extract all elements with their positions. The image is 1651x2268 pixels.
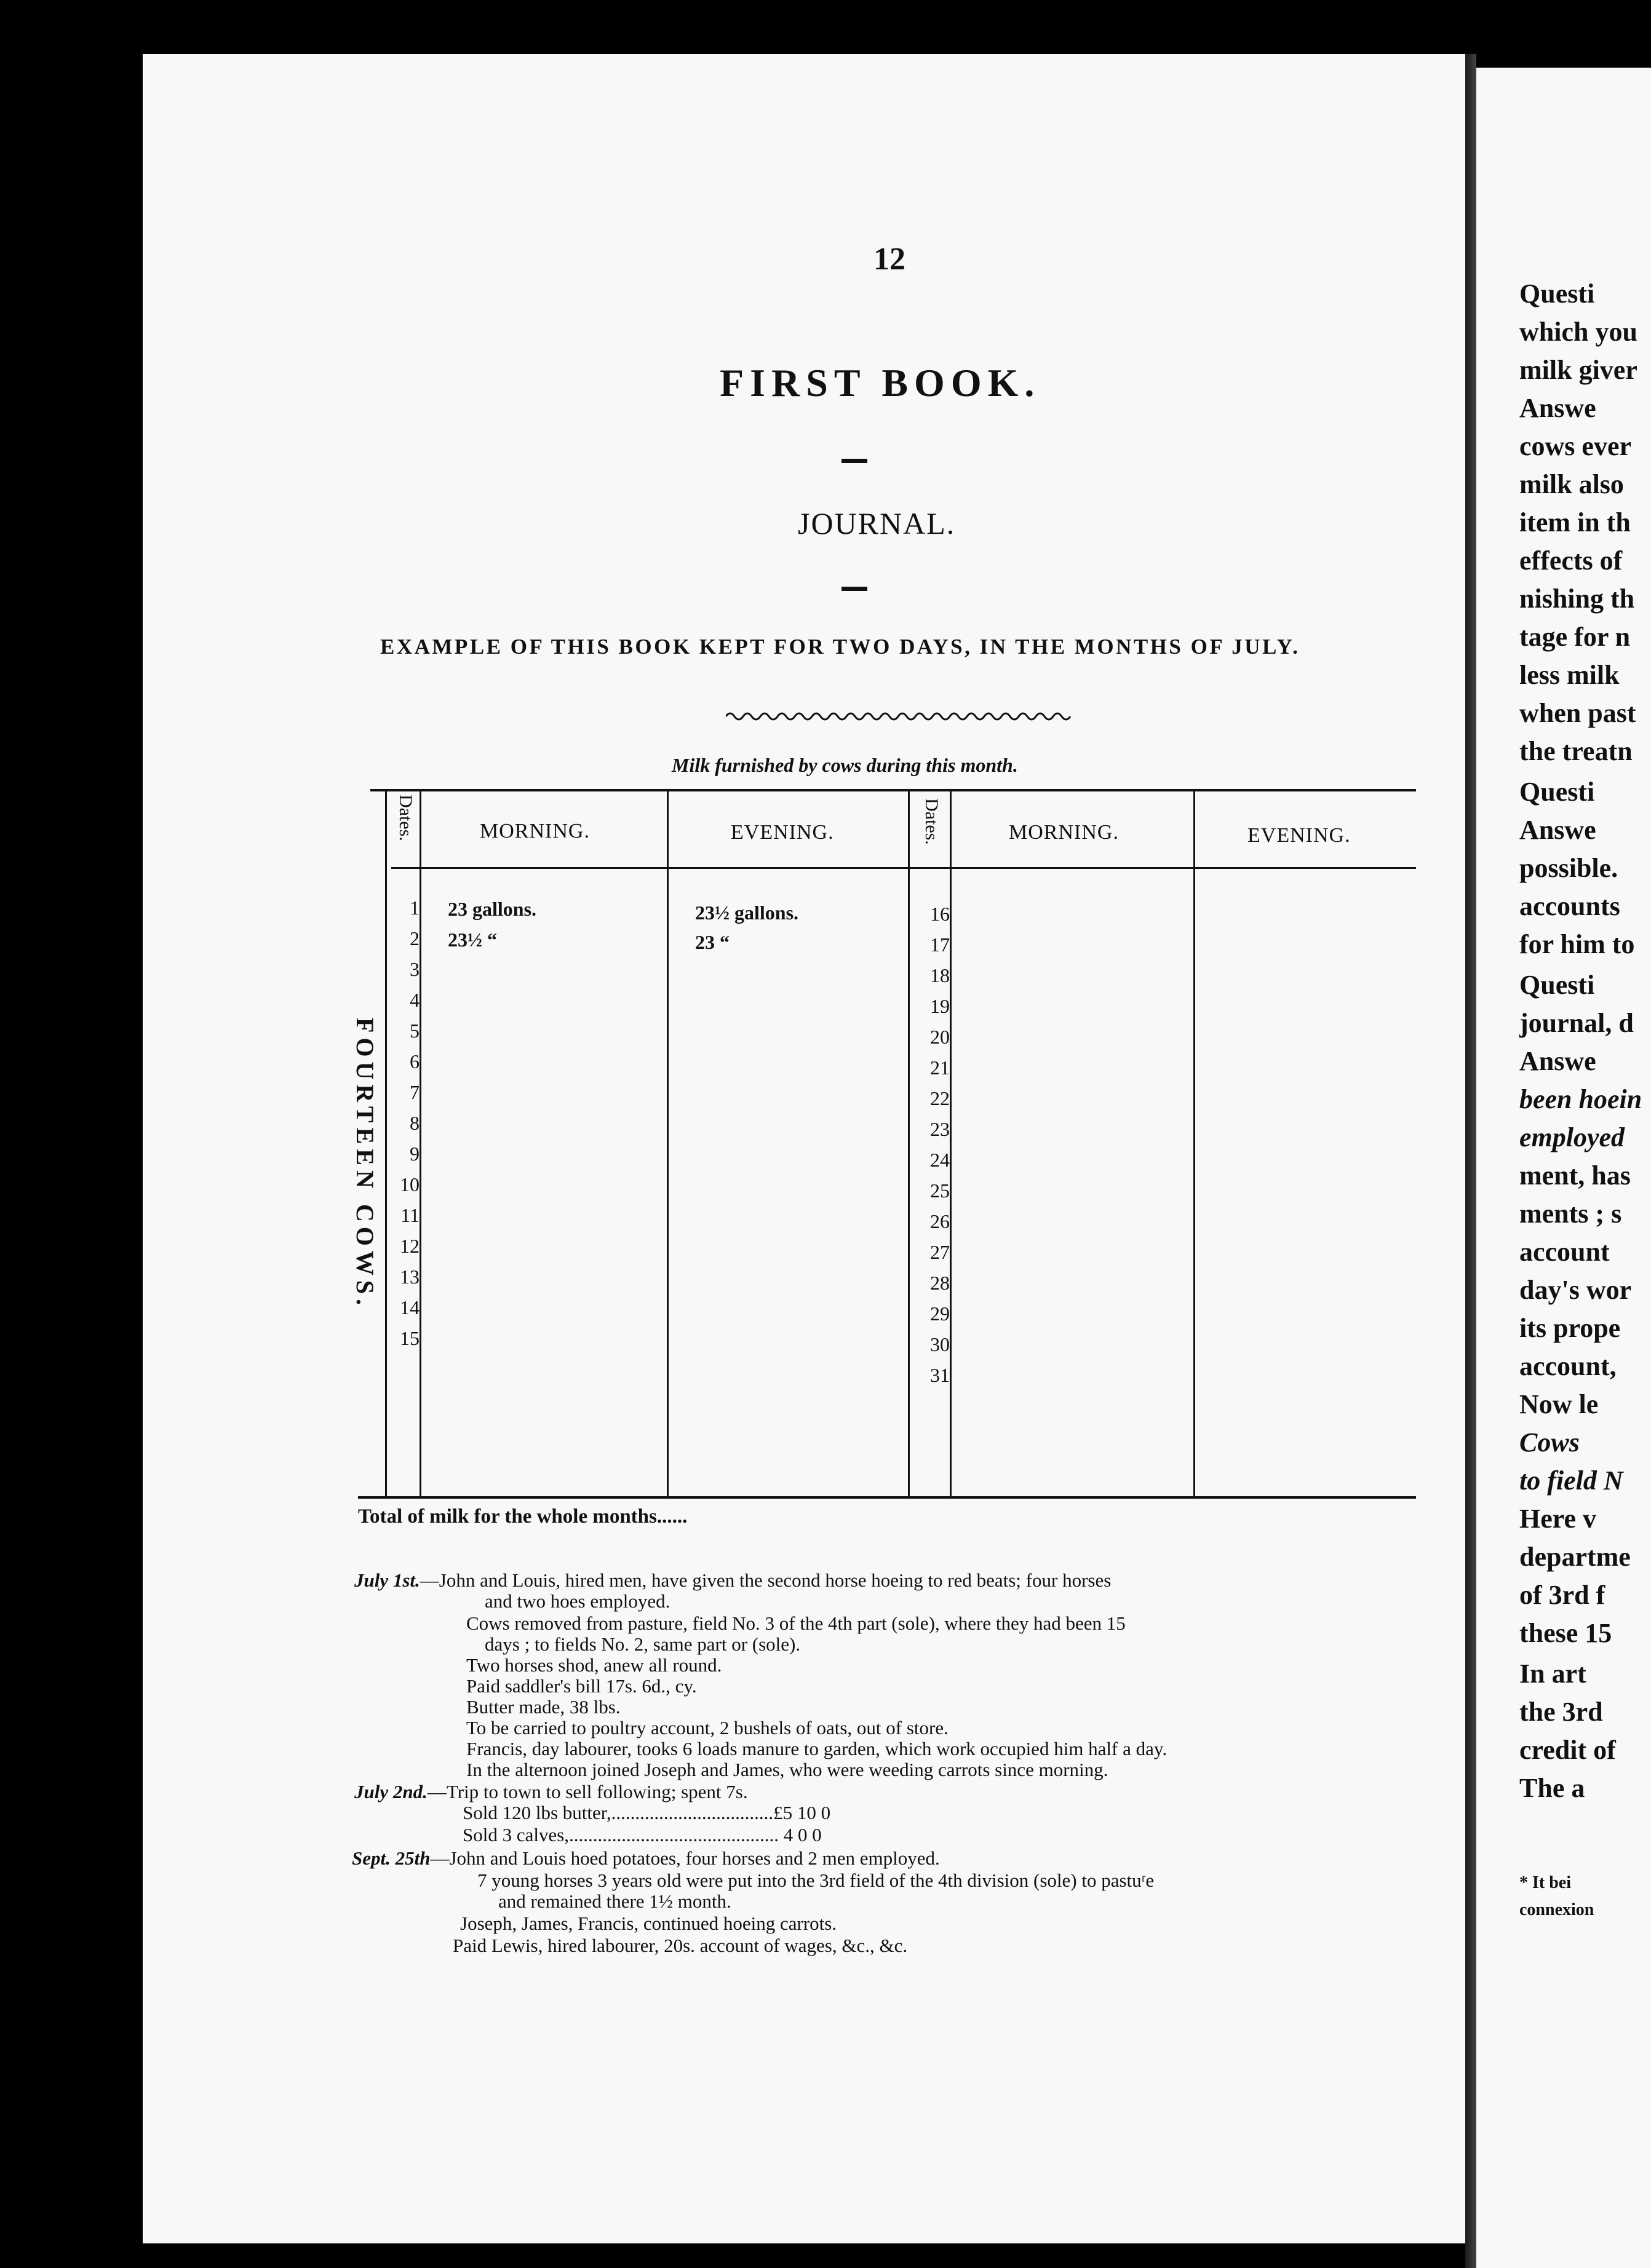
page-number: 12 — [873, 242, 905, 277]
right-page-line: journal, d — [1519, 1008, 1634, 1038]
journal-dash — [841, 587, 867, 591]
date-cell: 26 — [930, 1210, 950, 1232]
right-page-line: Here v — [1519, 1504, 1597, 1534]
entry-text: Cows removed from pasture, field No. 3 of the 4th part (sole), where they had been 15 — [466, 1612, 1126, 1634]
right-page-line: the treatn — [1519, 736, 1633, 766]
right-page-line: Questi — [1519, 279, 1595, 309]
example-heading: EXAMPLE OF THIS BOOK KEPT FOR TWO DAYS, IN THE MONTHS OF JULY. — [380, 635, 1300, 659]
title-dash — [841, 459, 867, 463]
col-rule — [420, 789, 421, 1496]
right-page-footnote: connexion — [1519, 1900, 1594, 1919]
right-page-line: departme — [1519, 1542, 1631, 1572]
fourteen-cows-label: FOURTEEN COWS. — [351, 1018, 379, 1310]
entry-text: Two horses shod, anew all round. — [466, 1654, 722, 1676]
right-page-line: these 15 — [1519, 1618, 1612, 1648]
right-page-line: In art — [1519, 1659, 1586, 1689]
right-page-line: Questi — [1519, 777, 1595, 807]
right-page-line: Answe — [1519, 815, 1596, 845]
morning-value-row1: 23 gallons. — [448, 898, 537, 920]
right-page-line: effects of — [1519, 545, 1623, 576]
right-page-line: less milk — [1519, 660, 1620, 690]
entry-date: July 1st. — [354, 1569, 420, 1591]
date-cell: 28 — [930, 1272, 950, 1294]
date-cell: 7 — [410, 1081, 420, 1103]
date-cell: 6 — [410, 1050, 420, 1073]
right-page-line: ment, has — [1519, 1160, 1631, 1191]
right-page-line: milk giver — [1519, 355, 1637, 385]
right-page-line: when past — [1519, 698, 1636, 728]
entry-date: Sept. 25th — [352, 1847, 431, 1869]
right-page-line: the 3rd — [1519, 1697, 1603, 1727]
right-page-line: Now le — [1519, 1389, 1599, 1419]
right-page-line: Cows — [1519, 1427, 1580, 1457]
entry-text: To be carried to poultry account, 2 bushels of oats, out of store. — [466, 1717, 949, 1739]
page-gutter — [1465, 54, 1476, 2268]
date-cell: 14 — [400, 1296, 420, 1318]
col-rule — [950, 789, 952, 1496]
date-cell: 3 — [410, 958, 420, 980]
date-cell: 15 — [400, 1327, 420, 1349]
col-rule — [667, 789, 669, 1496]
right-page-line: of 3rd f — [1519, 1580, 1605, 1610]
date-cell: 27 — [930, 1241, 950, 1263]
right-page-line: Questi — [1519, 970, 1595, 1000]
date-cell: 17 — [930, 934, 950, 956]
date-cell: 4 — [410, 989, 420, 1011]
right-page-line: employed — [1519, 1122, 1625, 1152]
date-cell: 11 — [400, 1204, 420, 1226]
date-cell: 29 — [930, 1303, 950, 1325]
table-caption: Milk furnished by cows during this month. — [672, 754, 1018, 776]
date-cell: 20 — [930, 1026, 950, 1048]
right-page-line: Answe — [1519, 393, 1596, 423]
col-rule — [1193, 789, 1195, 1496]
right-page-line: item in th — [1519, 507, 1631, 537]
right-page-line: milk also — [1519, 469, 1624, 499]
evening-header-right: EVENING. — [1247, 824, 1351, 847]
book-title: FIRST BOOK. — [720, 361, 1041, 405]
evening-header-left: EVENING. — [731, 821, 834, 844]
total-line: Total of milk for the whole months...... — [358, 1505, 688, 1528]
morning-value-row2: 23½ “ — [448, 929, 497, 951]
right-page-line: nishing th — [1519, 584, 1635, 614]
right-page-line: accounts — [1519, 891, 1620, 921]
right-page-line: for him to — [1519, 929, 1635, 959]
right-page-line: day's wor — [1519, 1275, 1632, 1305]
date-cell: 19 — [930, 995, 950, 1017]
entry-text: and remained there 1½ month. — [498, 1890, 731, 1912]
right-page-line: cows ever — [1519, 431, 1632, 461]
date-cell: 8 — [410, 1112, 420, 1134]
table-header-rule — [391, 867, 1416, 869]
entry-text: Sold 120 lbs butter,..................................£5 10 0 — [463, 1802, 831, 1823]
entry-text: —John and Louis hoed potatoes, four horses and 2 men employed. — [430, 1847, 940, 1869]
dates-header-left: Dates. — [396, 795, 416, 841]
right-page-line: been hoein — [1519, 1084, 1642, 1114]
date-cell: 25 — [930, 1180, 950, 1202]
right-page-line: possible. — [1519, 853, 1618, 883]
date-cell: 24 — [930, 1149, 950, 1171]
right-page-line: ments ; s — [1519, 1199, 1622, 1229]
date-cell: 12 — [400, 1235, 420, 1257]
entry-date: July 2nd. — [354, 1781, 428, 1802]
dates-header-right: Dates. — [921, 798, 942, 845]
evening-value-row2: 23 “ — [695, 931, 730, 953]
col-rule — [908, 789, 910, 1496]
right-page-line: credit of — [1519, 1735, 1616, 1765]
entry-text: —John and Louis, hired men, have given the second horse hoeing to red beats; four horses — [420, 1569, 1112, 1591]
entry-text: Sold 3 calves,............................................ 4 0 0 — [463, 1824, 822, 1846]
date-cell: 2 — [410, 927, 420, 950]
right-page-line: account — [1519, 1237, 1610, 1267]
right-page-line: The a — [1519, 1773, 1585, 1803]
date-cell: 9 — [410, 1143, 420, 1165]
entry-text: Joseph, James, Francis, continued hoeing carrots. — [460, 1913, 837, 1934]
journal-title: JOURNAL. — [798, 506, 956, 541]
right-page-line: tage for n — [1519, 622, 1631, 652]
entry-text: In the alternoon joined Joseph and James, who were weeding carrots since morning. — [466, 1759, 1108, 1780]
date-cell: 5 — [410, 1020, 420, 1042]
entry-text: Butter made, 38 lbs. — [466, 1696, 621, 1718]
wavy-ornament — [726, 707, 1076, 726]
date-cell: 18 — [930, 964, 950, 986]
entry-text: Paid Lewis, hired labourer, 20s. account of wages, &c., &c. — [453, 1935, 908, 1956]
date-cell: 1 — [410, 897, 420, 919]
date-cell: 31 — [930, 1364, 950, 1386]
entry-text: 7 young horses 3 years old were put into the 3rd field of the 4th division (sole) to pastuʳe — [477, 1870, 1155, 1891]
entry-text: Paid saddler's bill 17s. 6d., cy. — [466, 1675, 697, 1697]
right-page-line: to field N — [1519, 1465, 1623, 1496]
date-cell: 21 — [930, 1057, 950, 1079]
morning-header-right: MORNING. — [1009, 821, 1119, 844]
date-cell: 23 — [930, 1118, 950, 1140]
right-page-footnote: * It bei — [1519, 1873, 1571, 1892]
date-cell: 10 — [400, 1173, 420, 1195]
entry-text: and two hoes employed. — [485, 1590, 670, 1612]
table-bottom-rule — [358, 1496, 1416, 1499]
date-cell: 22 — [930, 1087, 950, 1109]
right-page-line: Answe — [1519, 1046, 1596, 1076]
table-top-rule — [370, 789, 1416, 791]
right-page-line: account, — [1519, 1351, 1617, 1381]
date-cell: 30 — [930, 1333, 950, 1355]
right-page-line: which you — [1519, 317, 1637, 347]
entry-text: Francis, day labourer, tooks 6 loads manure to garden, which work occupied him half a day. — [466, 1738, 1168, 1759]
date-cell: 13 — [400, 1266, 420, 1288]
entry-text: —Trip to town to sell following; spent 7s. — [427, 1781, 748, 1802]
evening-value-row1: 23½ gallons. — [695, 902, 799, 924]
date-cell: 16 — [930, 903, 950, 925]
right-page-line: its prope — [1519, 1313, 1621, 1343]
entry-text: days ; to fields No. 2, same part or (sole). — [485, 1633, 801, 1655]
morning-header-left: MORNING. — [480, 820, 590, 843]
